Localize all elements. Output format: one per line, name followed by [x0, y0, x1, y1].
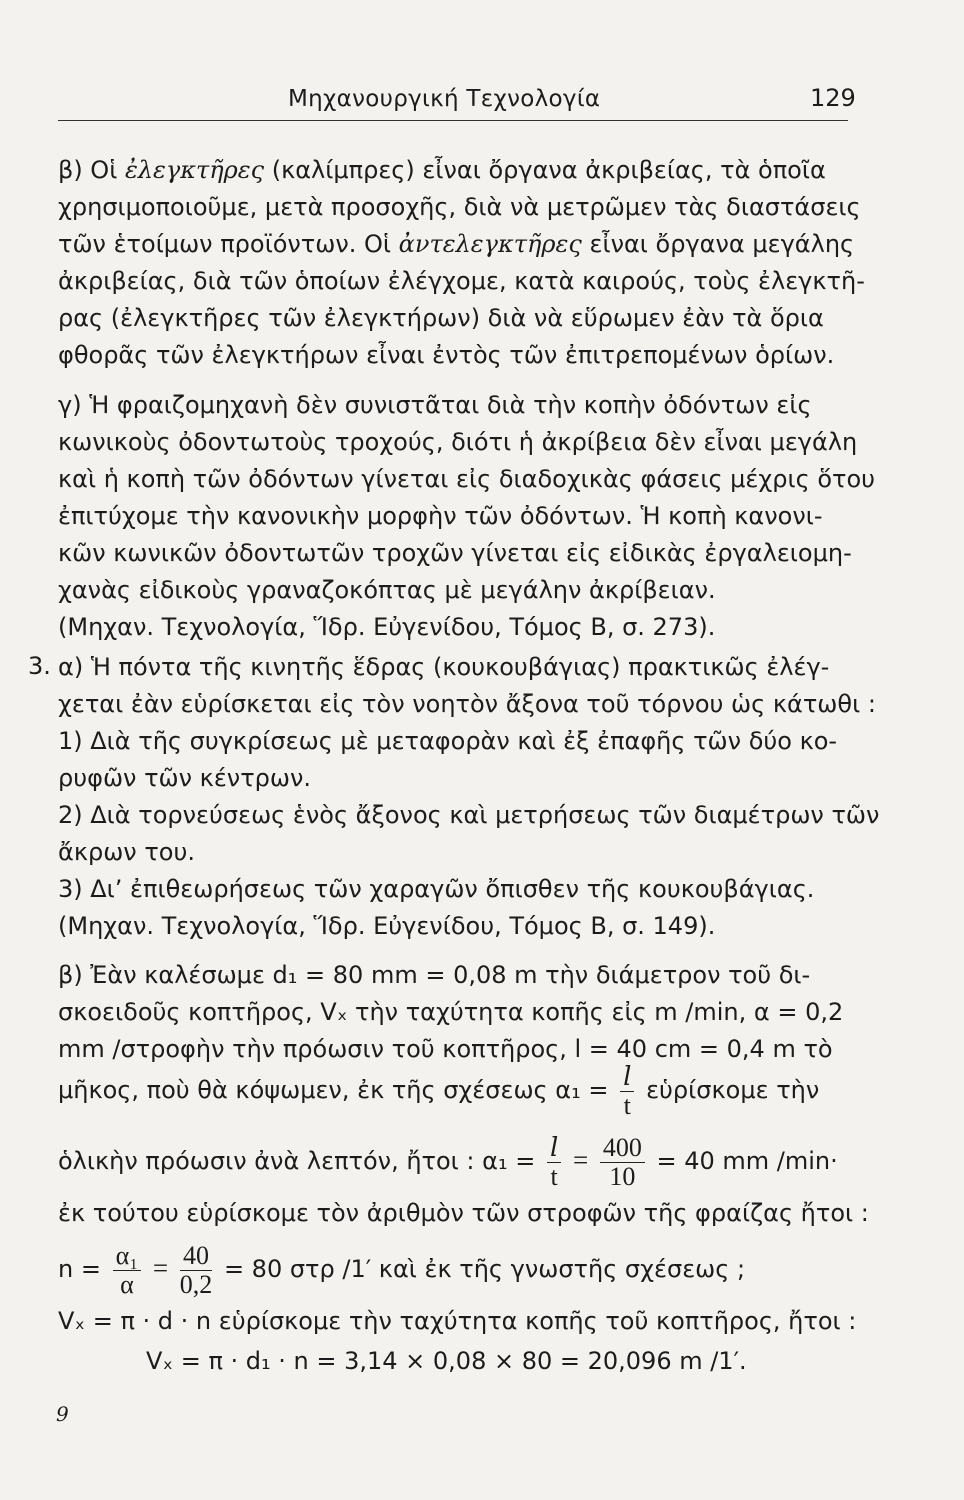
text-run: μῆκος, ποὺ θὰ κόψωμεν, ἐκ τῆς σχέσεως α₁ = — [58, 1076, 609, 1104]
section-3a-line-2: χεται ἐὰν εὑρίσκεται εἰς τὸν νοητὸν ἄξονα τοῦ τόρνου ὡς κάτωθι : — [58, 690, 876, 718]
fraction-numerator: α₁ — [113, 1242, 142, 1271]
paragraph-c-line-3: καὶ ἡ κοπὴ τῶν ὀδόντων γίνεται εἰς διαδοχικὰς φάσεις μέχρις ὅτου — [58, 465, 876, 493]
section-3b-line-2: σκοειδοῦς κοπτῆρος, Vₓ τὴν ταχύτητα κοπῆς εἰς m /min, α = 0,2 — [58, 998, 844, 1026]
final-formula: Vₓ = π · d₁ · n = 3,14 × 0,08 × 80 = 20,096 m /1′. — [146, 1347, 747, 1375]
fraction-numerator: 40 — [180, 1242, 213, 1271]
fraction-l-over-t — [620, 1063, 634, 1120]
section-3b-line-4 — [58, 1060, 819, 1120]
fraction-numerator: l — [547, 1134, 561, 1163]
list-item-3: 3) Δι’ ἐπιθεωρήσεως τῶν χαραγῶν ὄπισθεν τῆς κουκουβάγιας. — [58, 875, 815, 903]
text-run: n = — [58, 1255, 101, 1283]
fraction-l-over-t — [547, 1134, 561, 1191]
section-3b-line-1: β) Ἐὰν καλέσωμε d₁ = 80 mm = 0,08 m τὴν διάμετρον τοῦ δι- — [58, 961, 811, 989]
paragraph-c-line-2: κωνικοὺς ὀδοντωτοὺς τροχούς, διότι ἡ ἀκρίβεια δὲν εἶναι μεγάλη — [58, 428, 858, 456]
paragraph-c-line-5: κῶν κωνικῶν ὀδοντωτῶν τροχῶν γίνεται εἰς εἰδικὰς ἐργαλειομη- — [58, 539, 852, 567]
reference-273: (Μηχαν. Τεχνολογία, Ἵδρ. Εὐγενίδου, Τόμος Β, σ. 273). — [58, 613, 716, 641]
paragraph-b-line-5: ρας (ἐλεγκτῆρες τῶν ἐλεγκτήρων) διὰ νὰ εὕρωμεν ἐὰν τὰ ὅρια — [58, 304, 824, 332]
paragraph-b-line-6: φθορᾶς τῶν ἐλεγκτήρων εἶναι ἐντὸς τῶν ἐπιτρεπομένων ὁρίων. — [58, 341, 835, 369]
header-rule — [58, 120, 848, 121]
fraction-denominator: 0,2 — [179, 1269, 213, 1299]
running-header — [0, 80, 964, 120]
text-run: εἶναι ὄργανα μεγάλης — [581, 230, 855, 258]
text-run: = 40 mm /min· — [656, 1147, 838, 1175]
paragraph-b-line-4: ἀκριβείας, διὰ τῶν ὁποίων ἐλέγχομε, κατὰ καιρούς, τοὺς ἐλεγκτῆ- — [58, 267, 865, 295]
paragraph-b-line-3 — [58, 229, 854, 259]
text-run: εὑρίσκομε τὴν — [646, 1076, 820, 1104]
italic-term: ἐλεγκτῆρες — [124, 156, 265, 184]
printer-signature: 9 — [56, 1402, 69, 1426]
page-number: 129 — [810, 84, 856, 112]
fraction-a1-over-a — [113, 1242, 142, 1299]
section-3b-line-3: mm /στροφὴν τὴν πρόωσιν τοῦ κοπτῆρος, l = 40 cm = 0,4 m τὸ — [58, 1035, 833, 1063]
running-title: Μηχανουργική Τεχνολογία — [288, 86, 601, 112]
list-item-1-line-1: 1) Διὰ τῆς συγκρίσεως μὲ μεταφορὰν καὶ ἐξ ἐπαφῆς τῶν δύο κο- — [58, 727, 838, 755]
reference-149: (Μηχαν. Τεχνολογία, Ἵδρ. Εὐγενίδου, Τόμος Β, σ. 149). — [58, 912, 716, 940]
paragraph-c-line-4: ἐπιτύχομε τὴν κανονικὴν μορφὴν τῶν ὀδόντων. Ἡ κοπὴ κανονι- — [58, 502, 823, 530]
text-run: β) Οἱ — [58, 156, 125, 184]
list-item-1-line-2: ρυφῶν τῶν κέντρων. — [58, 764, 312, 792]
list-item-2-line-2: ἄκρων του. — [58, 838, 195, 866]
fraction-40-over-0-2 — [180, 1242, 213, 1299]
paragraph-b-line-1 — [58, 155, 826, 185]
fraction-400-over-10 — [600, 1134, 645, 1191]
paragraph-c-line-6: χανὰς εἰδικοὺς γραναζοκόπτας μὲ μεγάλην ἀκρίβειαν. — [58, 576, 716, 604]
fraction-numerator: l — [620, 1063, 634, 1092]
text-run: = 80 στρ /1′ καὶ ἐκ τῆς γνωστῆς σχέσεως ; — [223, 1255, 746, 1283]
section-3a-line-1: α) Ἡ πόντα τῆς κινητῆς ἕδρας (κουκουβάγιας) πρακτικῶς ἐλέγ- — [58, 653, 830, 681]
fraction-denominator: t — [623, 1090, 631, 1120]
section-number: 3. — [28, 652, 51, 680]
equals-sign: = — [572, 1145, 589, 1175]
fraction-denominator: α — [120, 1269, 134, 1299]
text-run: τῶν ἑτοίμων προϊόντων. Οἱ — [58, 230, 399, 258]
section-3b-line-5 — [58, 1130, 838, 1191]
fraction-denominator: 10 — [609, 1161, 636, 1191]
fraction-numerator: 400 — [600, 1134, 645, 1163]
paragraph-c-line-1: γ) Ἡ φραιζομηχανὴ δὲν συνιστᾶται διὰ τὴν κοπὴν ὀδόντων εἰς — [58, 391, 812, 419]
equals-sign: = — [152, 1253, 169, 1283]
italic-term: ἀντελεγκτῆρες — [398, 230, 582, 258]
fraction-denominator: t — [550, 1161, 558, 1191]
section-3b-line-6: ἐκ τούτου εὑρίσκομε τὸν ἀριθμὸν τῶν στροφῶν τῆς φραίζας ἤτοι : — [58, 1199, 869, 1227]
paragraph-b-line-2: χρησιμοποιοῦμε, μετὰ προσοχῆς, διὰ νὰ μετρῶμεν τὰς διαστάσεις — [58, 193, 861, 221]
text-run: ὁλικὴν πρόωσιν ἀνὰ λεπτόν, ἤτοι : α₁ = — [58, 1147, 536, 1175]
text-run: (καλίμπρες) εἶναι ὄργανα ἀκριβείας, τὰ ὁποῖα — [264, 156, 826, 184]
section-3b-line-8: Vₓ = π · d · n εὑρίσκομε τὴν ταχύτητα κοπῆς τοῦ κοπτῆρος, ἤτοι : — [58, 1307, 857, 1335]
list-item-2-line-1: 2) Διὰ τορνεύσεως ἑνὸς ἄξονος καὶ μετρήσεως τῶν διαμέτρων τῶν — [58, 801, 880, 829]
section-3b-line-7 — [58, 1238, 745, 1299]
